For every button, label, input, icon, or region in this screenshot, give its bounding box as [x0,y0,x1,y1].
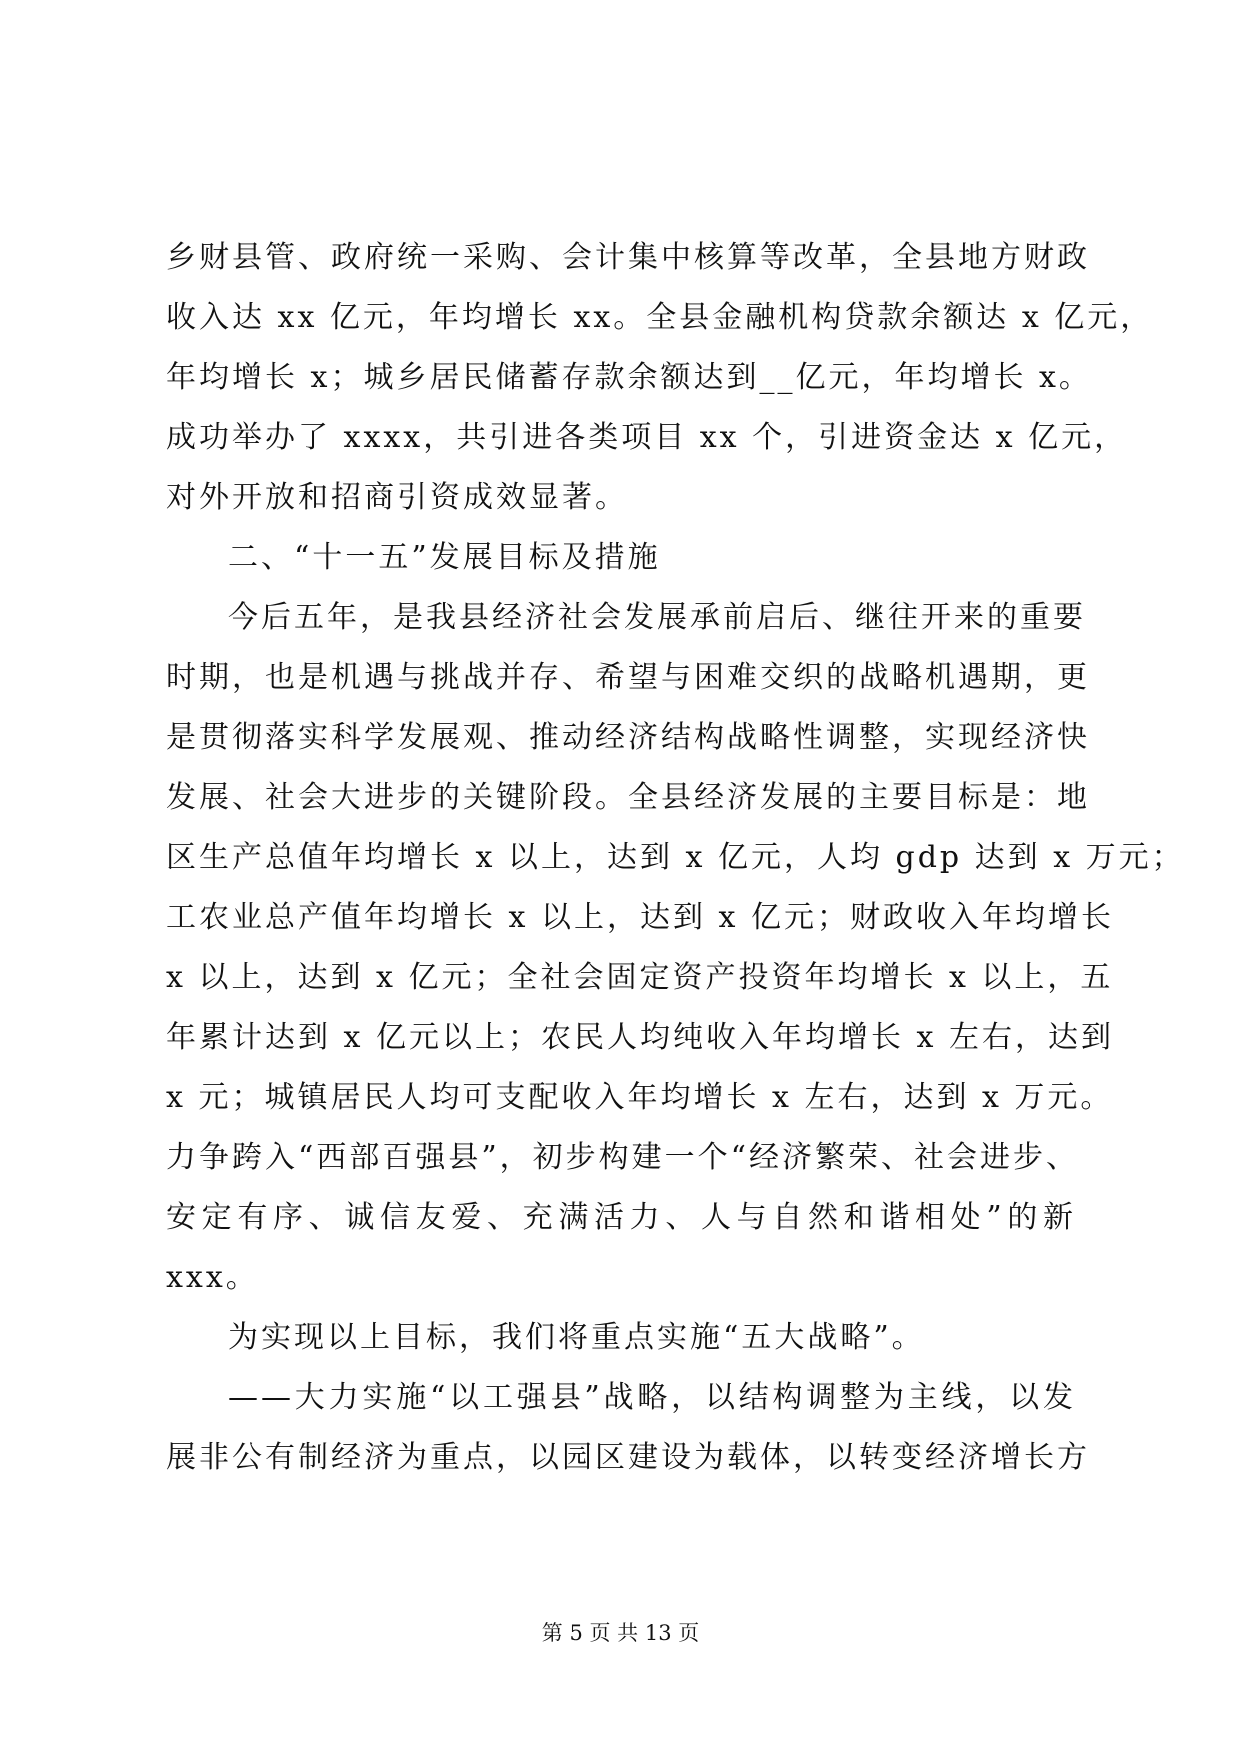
body-text-line: x 元；城镇居民人均可支配收入年均增长 x 左右，达到 x 万元。 [166,1080,1114,1115]
body-text-line: 安定有序、诚信友爱、充满活力、人与自然和谐相处”的新 [166,1200,1076,1235]
section-heading: 二、“十一五”发展目标及措施 [228,540,661,575]
body-text-line: xxx。 [166,1260,259,1295]
body-text-line: 成功举办了 xxxx，共引进各类项目 xx 个，引进资金达 x 亿元， [166,420,1128,455]
body-text-line: 收入达 xx 亿元，年均增长 xx。全县金融机构贷款余额达 x 亿元， [166,300,1154,335]
body-text-line: x 以上，达到 x 亿元；全社会固定资产投资年均增长 x 以上，五 [166,960,1114,995]
body-text-line: 力争跨入“西部百强县”，初步构建一个“经济繁荣、社会进步、 [166,1140,1080,1175]
body-text-line: 年均增长 x；城乡居民储蓄存款余额达到__亿元，年均增长 x。 [166,360,1092,395]
body-text-line: 区生产总值年均增长 x 以上，达到 x 亿元，人均 gdp 达到 x 万元； [166,840,1185,875]
body-text-line: 对外开放和招商引资成效显著。 [166,480,628,515]
paragraph-first-line: 今后五年，是我县经济社会发展承前启后、继往开来的重要 [228,600,1086,635]
paragraph-first-line: 为实现以上目标，我们将重点实施“五大战略”。 [228,1320,925,1355]
paragraph-first-line: ——大力实施“以工强县”战略，以结构调整为主线，以发 [228,1380,1076,1415]
body-text-line: 工农业总产值年均增长 x 以上，达到 x 亿元；财政收入年均增长 [166,900,1114,935]
body-text-line: 时期，也是机遇与挑战并存、希望与困难交织的战略机遇期，更 [166,660,1090,695]
body-text-line: 展非公有制经济为重点，以园区建设为载体，以转变经济增长方 [166,1440,1090,1475]
body-text-line: 乡财县管、政府统一采购、会计集中核算等改革，全县地方财政 [166,240,1090,275]
page-footer: 第 5 页 共 13 页 [541,1621,700,1645]
body-text-line: 年累计达到 x 亿元以上；农民人均纯收入年均增长 x 左右，达到 [166,1020,1114,1055]
body-text-line: 是贯彻落实科学发展观、推动经济结构战略性调整，实现经济快 [166,720,1090,755]
body-text-line: 发展、社会大进步的关键阶段。全县经济发展的主要目标是：地 [166,780,1090,815]
